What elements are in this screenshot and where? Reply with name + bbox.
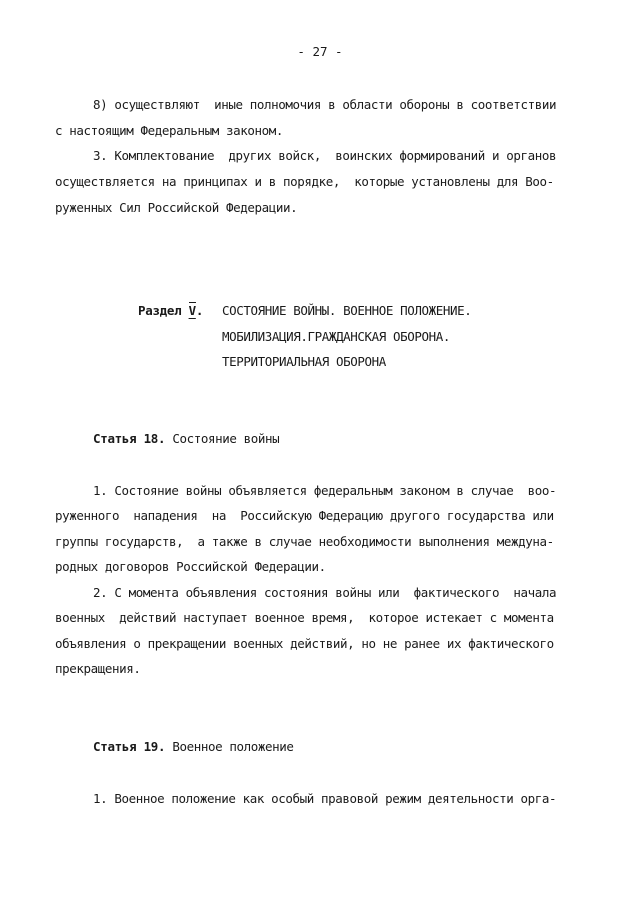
page-number: - 27 - (297, 44, 343, 59)
article-18-p2-line-4: прекращения. (55, 661, 141, 676)
section-title-line-1: СОСТОЯНИЕ ВОЙНЫ. ВОЕННОЕ ПОЛОЖЕНИЕ. (222, 303, 472, 318)
section-title-line-2: МОБИЛИЗАЦИЯ.ГРАЖДАНСКАЯ ОБОРОНА. (222, 329, 451, 344)
article-18-p2-line-1: 2. С момента объявления состояния войны или фактического начала (93, 585, 557, 600)
para-3-line-1: 3. Комплектование других войск, воинских формирований и органов (93, 148, 557, 163)
article-18-p1-line-3: группы государств, а также в случае необходимости выполнения междуна- (55, 534, 554, 549)
para-3-line-3: руженных Сил Российской Федерации. (55, 200, 298, 215)
section-dot: . (195, 303, 204, 318)
article-19-heading (93, 738, 294, 756)
article-18-p1-line-4: родных договоров Российской Федерации. (55, 559, 326, 574)
section-heading (138, 302, 203, 320)
article-18-p1-line-1: 1. Состояние войны объявляется федеральным законом в случае воо- (93, 483, 557, 498)
article-19-title: Военное положение (172, 739, 294, 754)
article-19-p1-line-1: 1. Военное положение как особый правовой режим деятельности орга- (93, 791, 557, 806)
article-18-p2-line-3: объявления о прекращении военных действий, но не ранее их фактического (55, 636, 554, 651)
article-19-label: Статья 19. (93, 739, 166, 754)
article-18-p2-line-2: военных действий наступает военное время, которое истекает с момента (55, 610, 554, 625)
article-18-label: Статья 18. (93, 431, 166, 446)
section-title-line-3: ТЕРРИТОРИАЛЬНАЯ ОБОРОНА (222, 354, 386, 369)
para-8-line-1: 8) осуществляют иные полномочия в области обороны в соответствии (93, 97, 557, 112)
section-number: V (188, 303, 196, 318)
para-8-line-2: с настоящим Федеральным законом. (55, 123, 284, 138)
section-label: Раздел (138, 303, 182, 318)
article-18-heading (93, 430, 279, 448)
article-18-title: Состояние войны (172, 431, 280, 446)
para-3-line-2: осуществляется на принципах и в порядке, которые установлены для Воо- (55, 174, 554, 189)
article-18-p1-line-2: руженного нападения на Российскую Федерацию другого государства или (55, 508, 554, 523)
